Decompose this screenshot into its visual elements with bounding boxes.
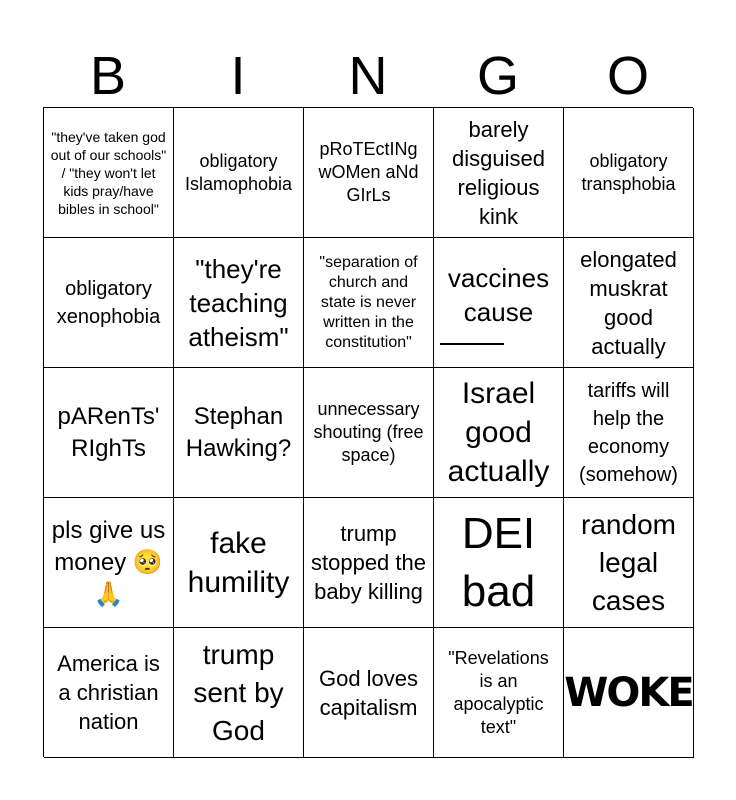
- cell-text: unnecessary shouting (free space): [313, 399, 424, 465]
- cell-text: Stephan Hawking?: [185, 402, 292, 462]
- bingo-cell-b4[interactable]: [44, 498, 174, 628]
- cell-text: "they've taken god out of our schools" / "they won't let kids pray/have bibles in school": [50, 128, 167, 217]
- cell-text: trump stopped the baby killing: [311, 521, 426, 604]
- bingo-cell-o4[interactable]: [564, 498, 694, 628]
- blank-underline: [440, 343, 504, 345]
- cell-text: "they're teaching atheism": [188, 253, 289, 352]
- cell-text: fake humility: [187, 526, 290, 599]
- bingo-title: [43, 45, 693, 107]
- cell-text: obligatory Islamophobia: [184, 150, 293, 194]
- cell-text: barely disguised religious kink: [452, 116, 545, 229]
- cell-text: tariffs will help the economy (somehow): [579, 379, 678, 486]
- bingo-cell-g4[interactable]: [434, 498, 564, 628]
- cell-text: obligatory xenophobia: [56, 277, 161, 328]
- cell-text: "separation of church and state is never written in the constitution": [319, 253, 418, 351]
- cell-text: pRoTEctINg wOMen aNd GIrLs: [318, 139, 419, 205]
- bingo-cell-n1[interactable]: [304, 108, 434, 238]
- bingo-cell-g5[interactable]: [434, 628, 564, 758]
- bingo-cell-n5[interactable]: [304, 628, 434, 758]
- title-letter-g: G: [476, 46, 519, 106]
- cell-text: trump sent by God: [193, 638, 284, 746]
- bingo-cell-i3[interactable]: [174, 368, 304, 498]
- bingo-cell-n3[interactable]: [304, 368, 434, 498]
- bingo-cell-g3[interactable]: [434, 368, 564, 498]
- woke-logo: WOKE: [564, 669, 693, 716]
- bingo-cell-o5[interactable]: [564, 628, 694, 758]
- bingo-cell-g2[interactable]: [434, 238, 564, 368]
- cell-text: America is a christian nation: [57, 651, 160, 734]
- bingo-cell-g1[interactable]: [434, 108, 564, 238]
- cell-text: DEI bad: [461, 508, 536, 616]
- cell-text: obligatory transphobia: [581, 150, 676, 194]
- cell-text: pls give us money 🥺🙏: [51, 516, 166, 608]
- bingo-cell-b2[interactable]: [44, 238, 174, 368]
- bingo-cell-b1[interactable]: [44, 108, 174, 238]
- bingo-cell-b3[interactable]: [44, 368, 174, 498]
- title-letter-b: B: [89, 46, 127, 106]
- bingo-cell-i4[interactable]: [174, 498, 304, 628]
- cell-text: God loves capitalism: [318, 665, 419, 720]
- cell-text: vaccines cause: [447, 262, 550, 327]
- title-letter-i: I: [230, 46, 246, 106]
- title-letter-n: N: [348, 46, 388, 106]
- bingo-cell-n4[interactable]: [304, 498, 434, 628]
- bingo-cell-o2[interactable]: [564, 238, 694, 368]
- bingo-card: [43, 107, 693, 757]
- cell-text: "Revelations is an apocalyptic text": [448, 647, 549, 737]
- bingo-cell-i1[interactable]: [174, 108, 304, 238]
- bingo-cell-i2[interactable]: [174, 238, 304, 368]
- bingo-cell-o1[interactable]: [564, 108, 694, 238]
- cell-text: elongated muskrat good actually: [580, 246, 677, 359]
- title-letter-o: O: [606, 46, 649, 106]
- cell-text: random legal cases: [581, 508, 676, 616]
- bingo-cell-o3[interactable]: [564, 368, 694, 498]
- bingo-cell-b5[interactable]: [44, 628, 174, 758]
- cell-text: Israel good actually: [447, 377, 550, 488]
- bingo-cell-i5[interactable]: [174, 628, 304, 758]
- cell-text: pARenTs' RIghTs: [57, 402, 160, 462]
- bingo-cell-n2[interactable]: [304, 238, 434, 368]
